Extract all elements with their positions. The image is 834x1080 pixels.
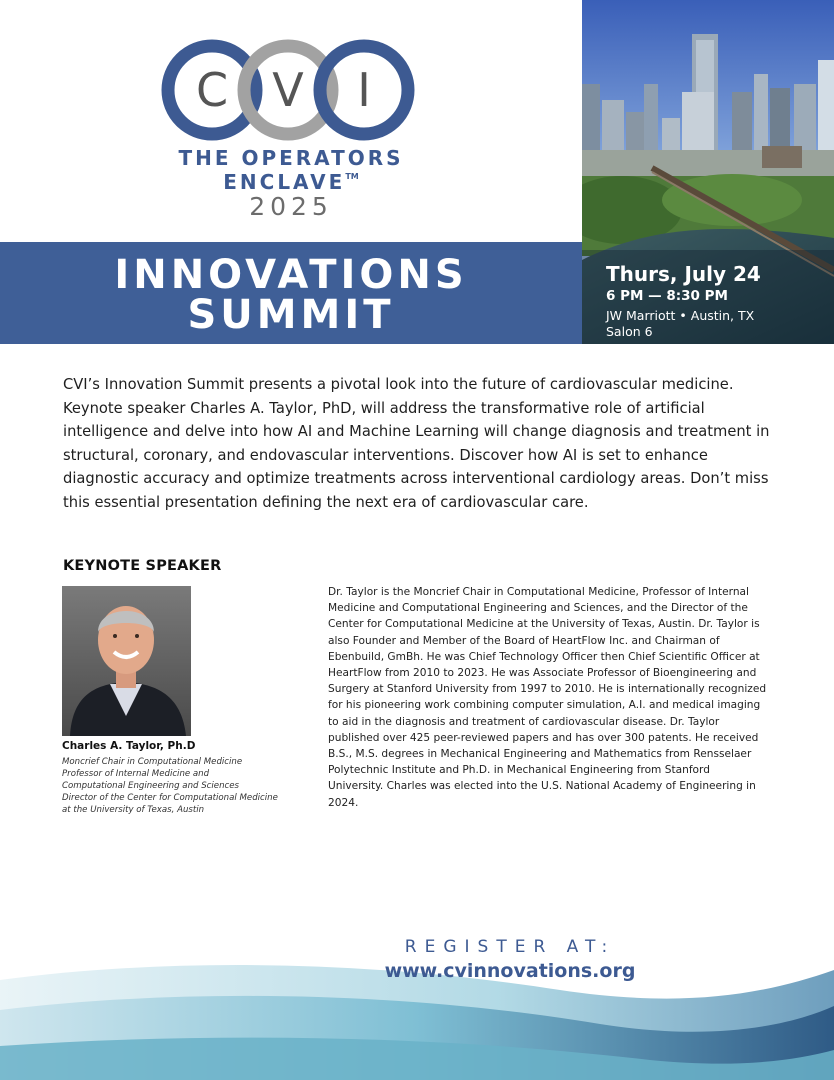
logo-letter-v: V <box>272 63 304 117</box>
keynote-heading: KEYNOTE SPEAKER <box>63 558 222 574</box>
speaker-title-line: at the University of Texas, Austin <box>62 805 205 815</box>
brand-logo-area <box>0 0 582 242</box>
trademark-mark: TM <box>345 172 359 181</box>
speaker-title-line: Computational Engineering and Sciences <box>62 781 239 791</box>
brand-enclave-text: ENCLAVE <box>223 170 346 194</box>
intro-paragraph: CVI’s Innovation Summit presents a pivotal look into the future of cardiovascular medicine. Keynote speaker Charles A. Taylor, PhD, will address the transformative role of artificial intelligence and delve into how AI and Machine Learning will change diagnosis and treatment in structural, coronary, and endovascular interventions. Discover how AI is set to enhance diagnostic accuracy and optimize treatments across interventional cardiology areas. Don’t miss this essential presentation defining the next era of cardiovascular care. <box>63 376 770 511</box>
speaker-title-line: Professor of Internal Medicine and <box>62 769 210 779</box>
event-details <box>606 262 761 340</box>
event-venue: JW Marriott • Austin, TX <box>606 308 755 323</box>
speaker-bio: Dr. Taylor is the Moncrief Chair in Computational Medicine, Professor of Internal Medicine and Computational Engineering and Sciences, and the Director of the Center for Computational Medicine at the University of Texas, Austin. Dr. Taylor is also Founder and Member of the Board of HeartFlow Inc. and Chairman of Ebenbuild, GmBh. He was Chief Technology Officer then Chief Scientific Officer at HeartFlow from 2010 to 2023. He was Associate Professor of Bioengineering and Surgery at Stanford University from 1997 to 2010. He is internationally recognized for his pioneering work combining computer simulation, A.I. and medical imaging to aid in the diagnosis and treatment of cardiovascular disease. Dr. Taylor published over 425 peer-reviewed papers and has over 300 patents. He received B.S., M.S. degrees in Mechanical Engineering and Mathematics from Rensselaer Polytechnic Institute and Ph.D. in Mechanical Engineering from Stanford University. Charles was elected into the U.S. National Academy of Engineering in 2024. <box>328 586 767 809</box>
title-band <box>0 242 582 344</box>
brand-year: 2025 <box>249 192 333 221</box>
speaker-portrait <box>62 586 191 736</box>
brand-line-enclave <box>0 170 582 194</box>
title-line-summit: SUMMIT <box>187 292 395 338</box>
speaker-name: Charles A. Taylor, Ph.D <box>62 740 196 752</box>
register-link[interactable]: www.cvinnovations.org <box>384 960 636 982</box>
event-room: Salon 6 <box>606 324 653 339</box>
speaker-title-line: Director of the Center for Computational Medicine <box>62 793 278 803</box>
register-label: REGISTER AT: <box>404 937 616 957</box>
event-time: 6 PM — 8:30 PM <box>606 288 728 304</box>
cvi-rings-logo <box>160 36 420 146</box>
speaker-titles <box>62 756 312 816</box>
event-date: Thurs, July 24 <box>606 262 761 286</box>
logo-letter-i: I <box>357 63 371 117</box>
brand-line-operators: THE OPERATORS <box>178 146 404 170</box>
speaker-title-line: Moncrief Chair in Computational Medicine <box>62 757 243 767</box>
title-line-innovations: INNOVATIONS <box>114 252 468 298</box>
logo-letter-c: C <box>195 63 229 117</box>
